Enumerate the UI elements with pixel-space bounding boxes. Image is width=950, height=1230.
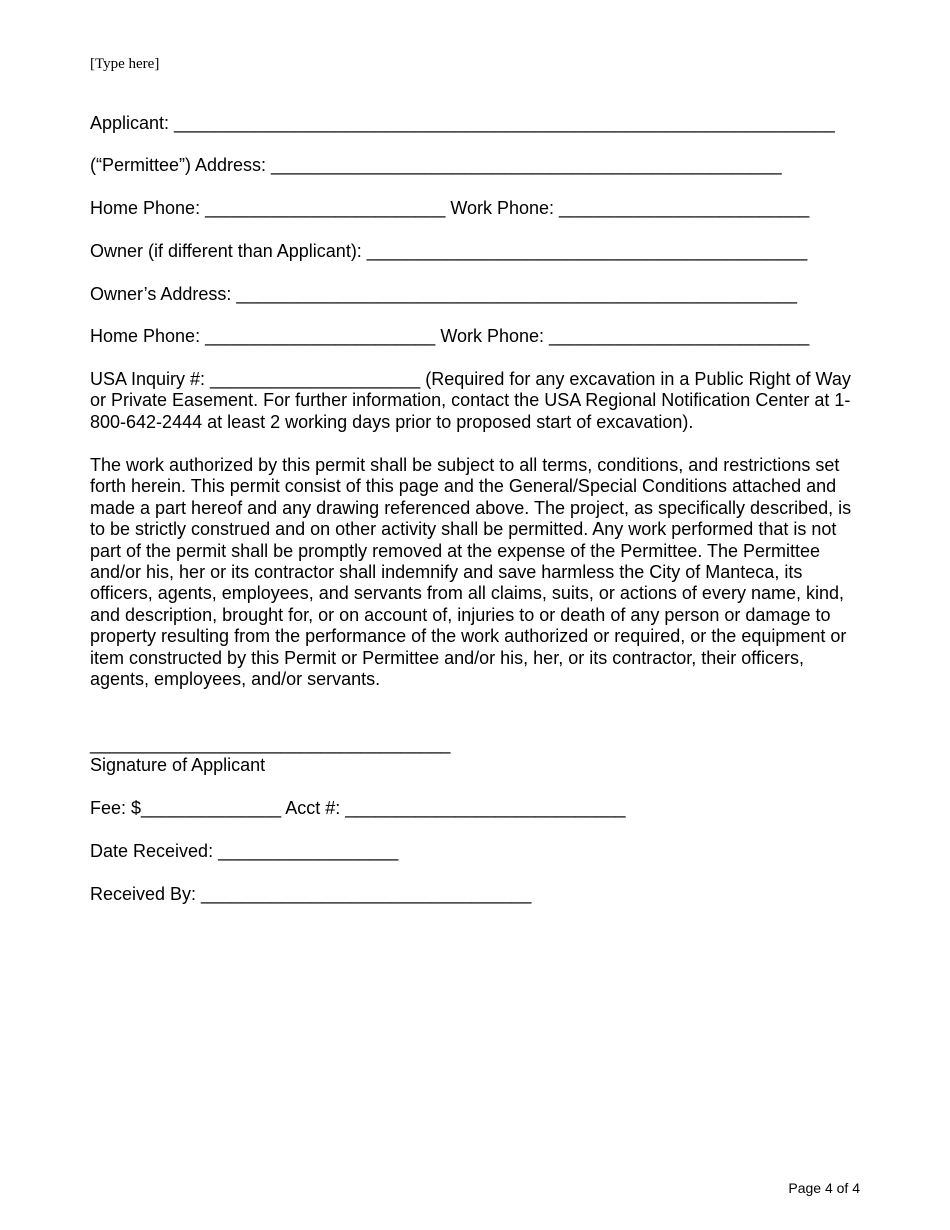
signature-line: ____________________________________ (90, 734, 451, 754)
date-received-line: Date Received: __________________ (90, 841, 399, 861)
page-number: Page 4 of 4 (788, 1180, 860, 1196)
permittee-address-line: (“Permittee”) Address: ___________________________________________________ (90, 155, 782, 175)
home-work-phone-line-1: Home Phone: ________________________ Work Phone: _________________________ (90, 198, 810, 218)
usa-inquiry-paragraph: USA Inquiry #: _____________________ (Required for any excavation in a Public Right of Way or Private Easement. For further information, contact the USA Regional Notification Center at 1-800-642-2444 at least 2 working days prior to proposed start of excavation). (90, 369, 851, 432)
received-by-line: Received By: _________________________________ (90, 884, 532, 904)
owner-line: Owner (if different than Applicant): ____________________________________________ (90, 241, 808, 261)
terms-paragraph: The work authorized by this permit shall be subject to all terms, conditions, and restrictions set forth herein. This permit consist of this page and the General/Special Conditions attached and made a part hereof and any drawing referenced above. The project, as specifically described, is to be strictly construed and on other activity shall be permitted. Any work performed that is not part of the permit shall be promptly removed at the expense of the Permittee. The Permittee and/or his, her or its contractor shall indemnify and save harmless the City of Manteca, its officers, agents, employees, and servants from all claims, suits, or actions of every name, kind, and description, brought for, or on account of, injuries to or death of any person or damage to property resulting from the performance of the work authorized or required, or the equipment or item constructed by this Permit or Permittee and/or his, her, or its contractor, their officers, agents, employees, and/or servants. (90, 455, 852, 690)
applicant-line: Applicant: __________________________________________________________________ (90, 113, 835, 133)
home-work-phone-line-2: Home Phone: _______________________ Work Phone: __________________________ (90, 326, 810, 346)
header-placeholder: [Type here] (90, 56, 160, 72)
signature-label: Signature of Applicant (90, 755, 266, 775)
fee-acct-line: Fee: $______________ Acct #: ____________________________ (90, 798, 626, 818)
owner-address-line: Owner’s Address: ________________________________________________________ (90, 284, 798, 304)
